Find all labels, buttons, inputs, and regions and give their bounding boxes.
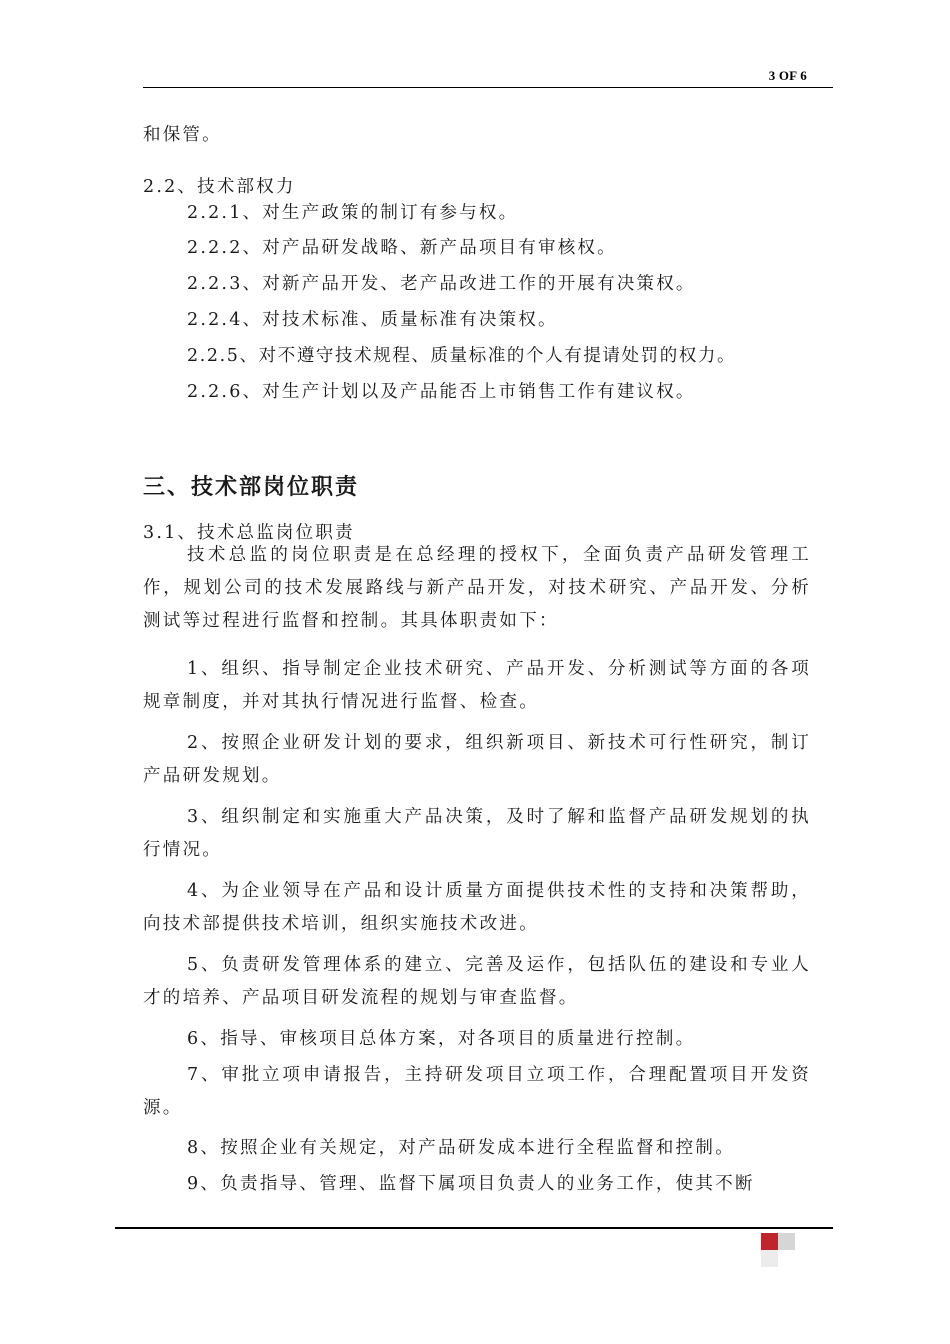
- logo-light-square: [761, 1250, 778, 1267]
- duty-item-5: 5、负责研发管理体系的建立、完善及运作，包括队伍的建设和专业人才的培养、产品项目研发流程的规划与审查监督。: [143, 955, 811, 1008]
- duty-item-2: 2、按照企业研发计划的要求，组织新项目、新技术可行性研究，制订产品研发规划。: [143, 733, 811, 786]
- duty-item-3: 3、组织制定和实施重大产品决策，及时了解和监督产品研发规划的执行情况。: [143, 807, 811, 860]
- item-2-2-6: 2.2.6、对生产计划以及产品能否上市销售工作有建议权。: [187, 382, 696, 402]
- continued-text: 和保管。: [143, 125, 222, 145]
- header-rule: [143, 87, 833, 88]
- logo-gray-square: [778, 1233, 795, 1250]
- item-2-2-2: 2.2.2、对产品研发战略、新产品项目有审核权。: [187, 238, 617, 258]
- subsection-3-1-title: 3.1、技术总监岗位职责: [143, 523, 355, 543]
- duty-item-9: 9、负责指导、管理、监督下属项目负责人的业务工作，使其不断: [187, 1174, 755, 1194]
- logo-red-square: [761, 1233, 778, 1250]
- duty-item-8: 8、按照企业有关规定，对产品研发成本进行全程监督和控制。: [187, 1138, 736, 1158]
- duty-item-7: 7、审批立项申请报告，主持研发项目立项工作，合理配置项目开发资源。: [143, 1065, 811, 1118]
- item-2-2-4: 2.2.4、对技术标准、质量标准有决策权。: [187, 310, 558, 330]
- item-2-2-1: 2.2.1、对生产政策的制订有参与权。: [187, 203, 519, 223]
- duty-item-4: 4、为企业领导在产品和设计质量方面提供技术性的支持和决策帮助，向技术部提供技术培训，组织实施技术改进。: [143, 881, 811, 934]
- duty-item-6: 6、指导、审核项目总体方案，对各项目的质量进行控制。: [187, 1029, 696, 1049]
- item-2-2-3: 2.2.3、对新产品开发、老产品改进工作的开展有决策权。: [187, 274, 696, 294]
- page-number: 3 OF 6: [768, 68, 807, 83]
- subsection-2-2-title: 2.2、技术部权力: [143, 177, 296, 197]
- footer-rule: [115, 1227, 833, 1229]
- intro-paragraph: 技术总监的岗位职责是在总经理的授权下，全面负责产品研发管理工作，规划公司的技术发展路线与新产品开发，对技术研究、产品开发、分析测试等过程进行监督和控制。其具体职责如下：: [143, 545, 811, 631]
- item-2-2-5: 2.2.5、对不遵守技术规程、质量标准的个人有提请处罚的权力。: [187, 346, 737, 366]
- logo-squares-icon: [761, 1233, 795, 1267]
- duty-item-1: 1、组织、指导制定企业技术研究、产品开发、分析测试等方面的各项规章制度，并对其执行情况进行监督、检查。: [143, 659, 811, 712]
- section-3-heading: 三、技术部岗位职责: [143, 475, 360, 500]
